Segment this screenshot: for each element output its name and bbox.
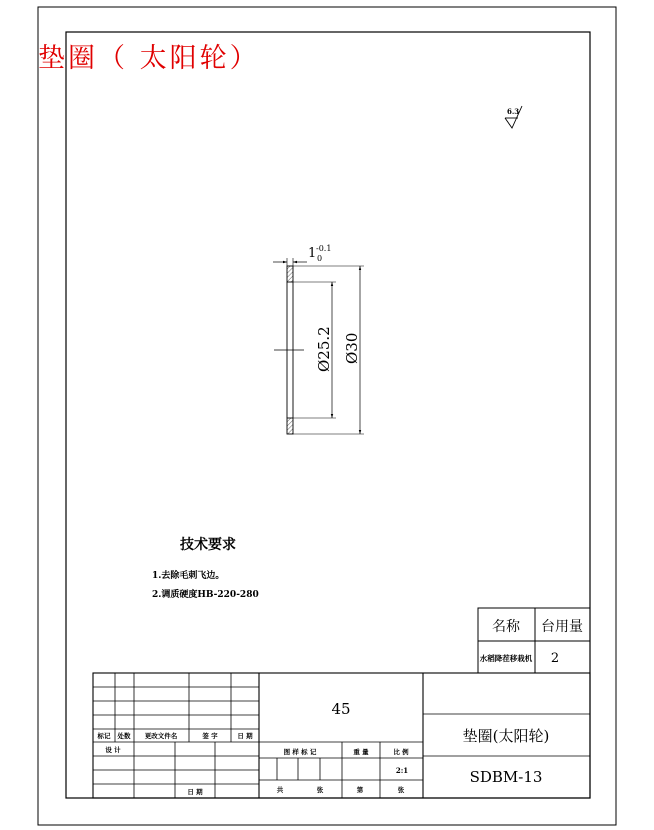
outer-border: [38, 7, 616, 825]
page-label: 第: [356, 786, 364, 794]
rev-header-sign: 签 字: [202, 732, 218, 740]
section-bottom-hatch: [287, 418, 293, 434]
part-name: 垫圈(太阳轮): [462, 727, 550, 745]
rev-header-mark: 标记: [97, 732, 111, 740]
thickness-tol-upper: -0.1: [316, 244, 332, 253]
total-label: 共: [276, 786, 284, 794]
roughness-value: 6.3: [507, 107, 520, 116]
parts-table: [478, 608, 590, 673]
thickness-tol-lower: 0: [317, 254, 323, 263]
stage-label: 图 样 标 记: [283, 748, 317, 756]
scale-value: 2:1: [395, 766, 409, 775]
section-top-hatch: [287, 266, 293, 282]
rev-header-file: 更改文件名: [144, 732, 178, 740]
sheet-label: 张: [316, 786, 324, 794]
tech-requirement-item: 2.调质硬度HB-220-280: [152, 590, 259, 600]
design-label: 设 计: [105, 746, 121, 754]
parts-col-name: 名称: [492, 619, 520, 635]
date-label: 日 期: [187, 788, 203, 796]
parts-machine-name: 水稻降茬移栽机: [479, 654, 533, 663]
tech-requirement-item: 1.去除毛刺飞边。: [152, 571, 225, 581]
inner-diameter-dim: Ø25.2: [315, 326, 333, 372]
rev-header-count: 处数: [117, 732, 131, 740]
outer-diameter-dim: Ø30: [343, 332, 361, 364]
scale-label: 比 例: [393, 748, 409, 756]
page-sheet-label: 张: [397, 786, 405, 794]
parts-qty: 2: [550, 651, 560, 666]
material-value: 45: [331, 700, 351, 718]
tech-requirements: [152, 536, 259, 600]
inner-frame: [66, 32, 590, 798]
thickness-dim: 1: [308, 246, 317, 261]
washer-section-view: [273, 244, 364, 434]
rev-header-date: 日 期: [237, 732, 253, 740]
drawing-title-overlay: 垫圈（ 太阳轮）: [38, 43, 260, 74]
tech-requirements-heading: 技术要求: [180, 537, 236, 553]
parts-col-qty: 台用量: [541, 619, 583, 635]
drawing-number: SDBM-13: [469, 768, 543, 786]
roughness-symbol: [505, 106, 522, 128]
weight-label: 重 量: [353, 748, 369, 756]
